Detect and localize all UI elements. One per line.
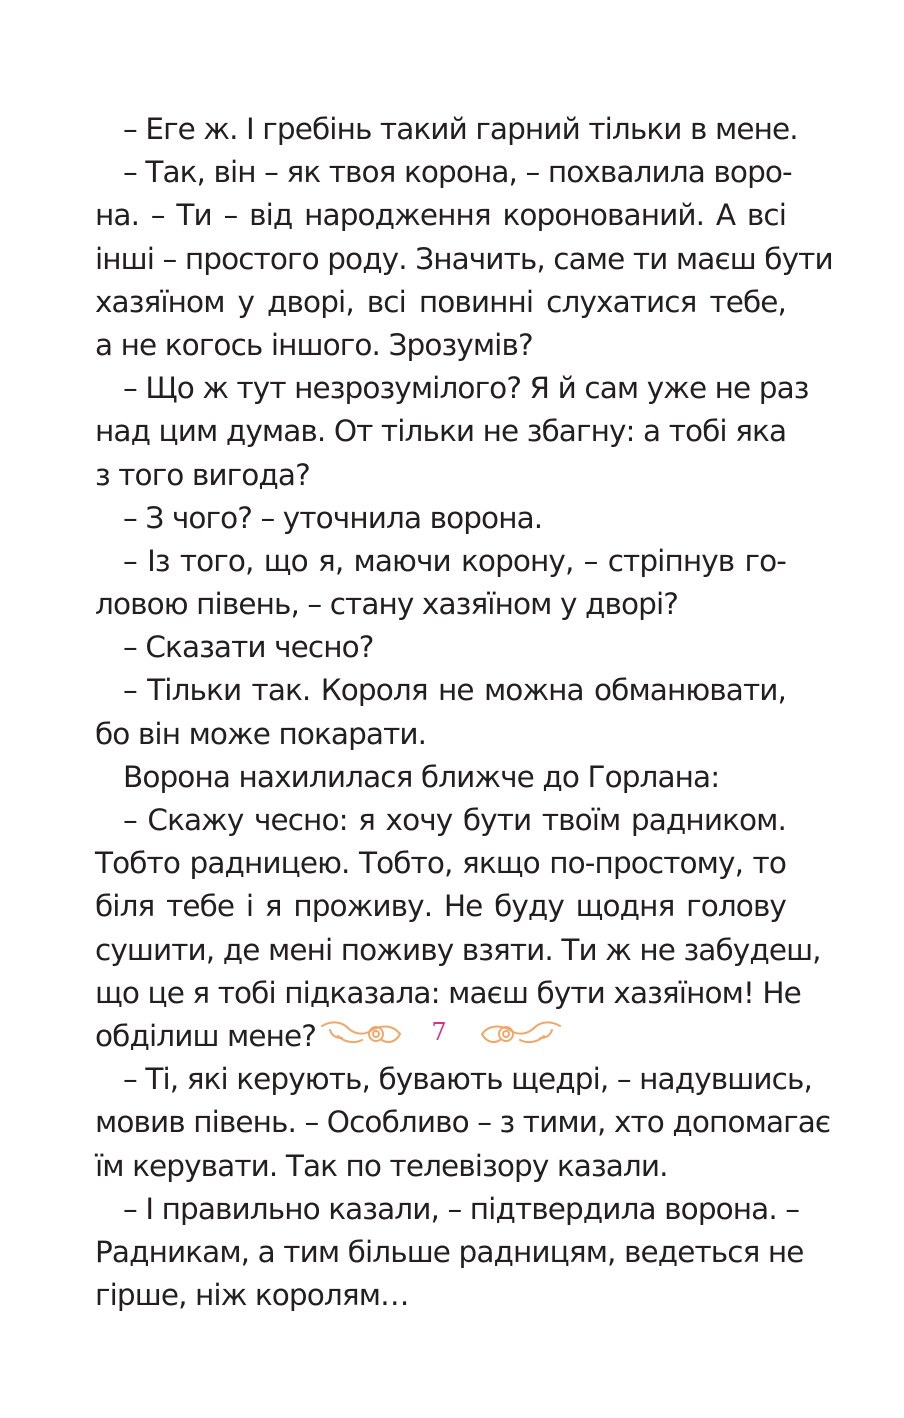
text-line: – Ті, які керують, бувають щедрі, – надувшись, (123, 1062, 812, 1097)
text-line: над цим думав. От тільки не збагну: а тобі яка (95, 414, 787, 449)
text-line: – Сказати чесно? (123, 630, 374, 665)
text-line: інші – простого роду. Значить, саме ти маєш бути (95, 241, 833, 276)
text-line: бо він може покарати. (95, 716, 427, 751)
text-line: Ворона нахилилася ближче до Горлана: (123, 759, 720, 794)
text-line: – Так, він – як твоя корона, – похвалила воро- (123, 155, 792, 190)
text-line: що це я тобі підказала: маєш бути хазяїном! Не (95, 975, 801, 1010)
text-line: з того вигода? (95, 457, 310, 492)
text-line: обділиш мене? (95, 1018, 317, 1053)
page-footer (0, 1008, 904, 1056)
text-line: Радникам, а тим більше радницям, ведеться не (95, 1234, 804, 1269)
floral-scroll-icon (318, 1016, 404, 1048)
text-line: – Що ж тут незрозумілого? Я й сам уже не раз (123, 371, 809, 406)
text-line: хазяїном у дворі, всі повинні слухатися тебе, (95, 284, 786, 319)
text-line: біля тебе і я проживу. Не буду щодня голову (95, 889, 786, 924)
text-line: Тобто радницею. Тобто, якщо по-простому, то (95, 846, 786, 881)
text-line: на. – Ти – від народження коронований. А всі (95, 198, 786, 233)
text-line: – Еге ж. І гребінь такий гарний тільки в мене. (123, 112, 798, 146)
text-line: – Тільки так. Короля не можна обманювати, (123, 673, 786, 708)
text-line: – Із того, що я, маючи корону, – стріпнув го- (123, 543, 786, 578)
text-line: мовив півень. – Особливо – з тими, хто допомагає (95, 1105, 831, 1140)
text-line: а не когось іншого. Зрозумів? (95, 327, 533, 362)
page-number: 7 (431, 1018, 447, 1046)
floral-scroll-icon (478, 1016, 564, 1048)
text-line: – З чого? – уточнила ворона. (123, 500, 543, 535)
text-line: сушити, де мені поживу взяти. Ти ж не забудеш, (95, 932, 821, 967)
body-text (95, 108, 833, 1317)
text-line: гірше, ніж королям… (95, 1278, 409, 1313)
text-line: – Скажу чесно: я хочу бути твоїм радником. (123, 803, 786, 837)
text-line: – І правильно казали, – підтвердила ворона. – (123, 1191, 800, 1226)
text-line: ловою півень, – стану хазяїном у дворі? (95, 587, 679, 622)
text-line: їм керувати. Так по телевізору казали. (95, 1148, 668, 1183)
